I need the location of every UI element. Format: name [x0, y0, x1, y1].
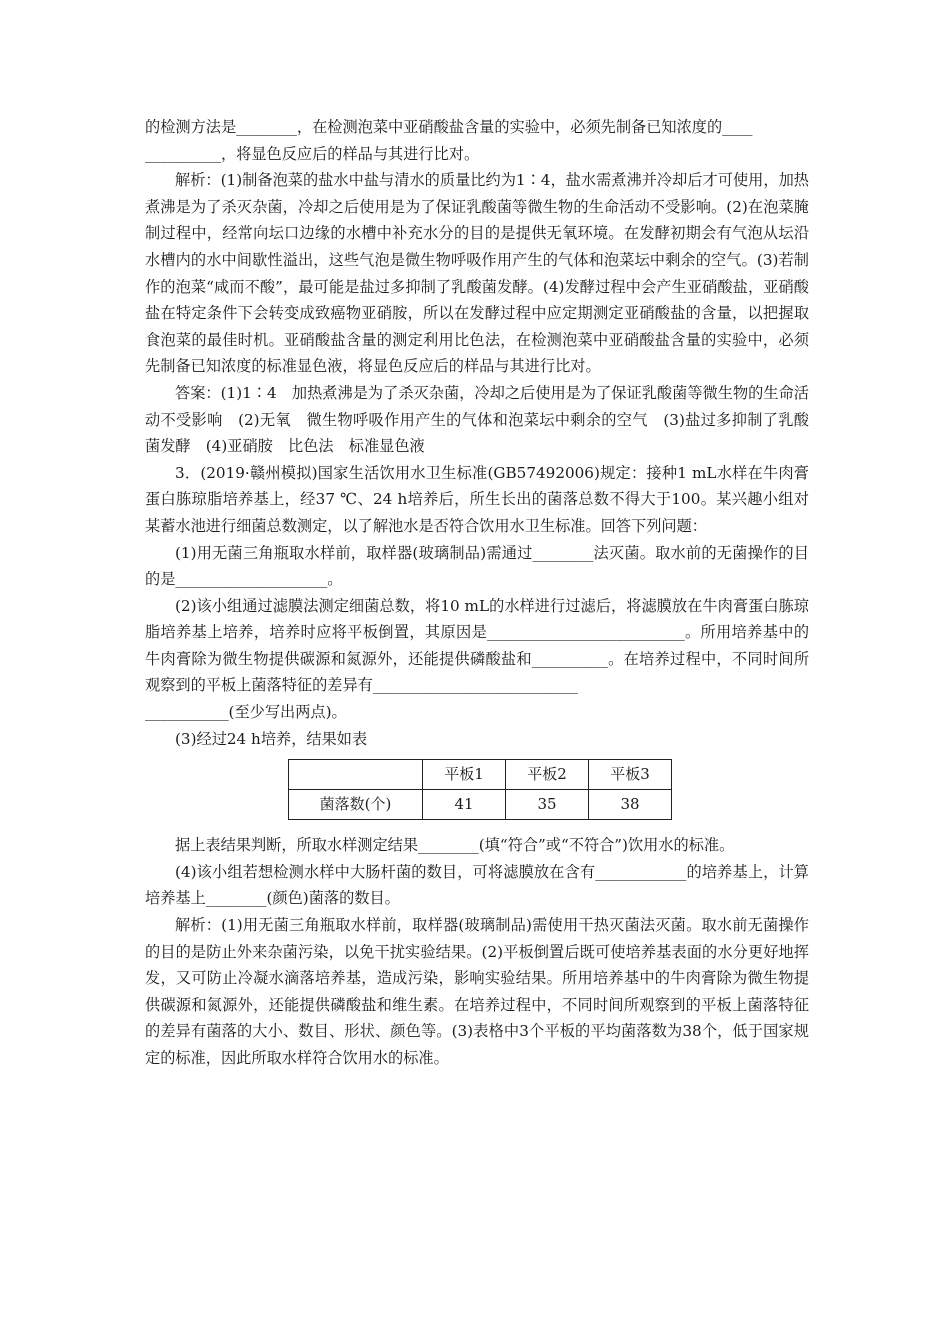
table-row-label: 菌落数(个) [289, 790, 423, 820]
question-3-stem: 3．(2019·赣州模拟)国家生活饮用水卫生标准(GB57492006)规定：接种1 mL水样在牛肉膏蛋白胨琼脂培养基上，经37 ℃、24 h培养后，所生长出的菌落总数不得大于100。某兴趣小组对某蓄水池进行细菌总数测定，以了解池水是否符合饮用水卫生标准。回答下列问题： [145, 463, 809, 535]
intro-line-2: __________，将显色反应后的样品与其进行比对。 [145, 144, 480, 163]
document-page [145, 114, 809, 1072]
analysis-paragraph-1: 解析：(1)制备泡菜的盐水中盐与清水的质量比约为1∶4，盐水需煮沸并冷却后才可使用，加热煮沸是为了杀灭杂菌，冷却之后使用是为了保证乳酸菌等微生物的生命活动不受影响。(2)在泡菜腌制过程中，经常向坛口边缘的水槽中补充水分的目的是提供无氧环境。在发酵初期会有气泡从坛沿水槽内的水中间歇性溢出，这些气泡是微生物呼吸作用产生的气体和泡菜坛中剩余的空气。(3)若制作的泡菜“咸而不酸”，最可能是盐过多抑制了乳酸菌发酵。(4)发酵过程中会产生亚硝酸盐，亚硝酸盐在特定条件下会转变成致癌物亚硝胺，所以在发酵过程中应定期测定亚硝酸盐的含量，以把握取食泡菜的最佳时机。亚硝酸盐含量的测定利用比色法，在检测泡菜中亚硝酸盐含量的实验中，必须先制备已知浓度的标准显色液，将显色反应后的样品与其进行比对。 [145, 171, 809, 376]
intro-paragraph [145, 114, 809, 167]
answer-paragraph-1: 答案：(1)1∶4 加热煮沸是为了杀灭杂菌，冷却之后使用是为了保证乳酸菌等微生物的生命活动不受影响 (2)无氧 微生物呼吸作用产生的气体和泡菜坛中剩余的空气 (3)盐过多抑制了乳酸菌发酵 (4)亚硝胺 比色法 标准显色液 [145, 383, 809, 456]
table-header-plate-2: 平板2 [506, 760, 589, 790]
question-3-sub-2-text: (2)该小组通过滤膜法测定细菌总数，将10 mL的水样进行过滤后，将滤膜放在牛肉膏蛋白胨琼脂培养基上培养，培养时应将平板倒置，其原因是__________________________。所用培养基中的牛肉膏除为微生物提供碳源和氮源外，还能提供磷酸盐和__________。在培养过程中，不同时间所观察到的平板上菌落特征的差异有___________________________ [145, 596, 809, 695]
table-cell-plate-1: 41 [423, 790, 506, 820]
table-cell-plate-3: 38 [589, 790, 672, 820]
question-3-judge: 据上表结果判断，所取水样测定结果________(填“符合”或“不符合”)饮用水的标准。 [175, 836, 735, 855]
table-header-blank [289, 760, 423, 790]
question-3-sub-2-tail: ___________(至少写出两点)。 [145, 703, 347, 722]
table-header-row [289, 760, 672, 790]
colony-count-table [288, 759, 672, 820]
table-cell-plate-2: 35 [506, 790, 589, 820]
table-row [289, 790, 672, 820]
question-3-sub-4: (4)该小组若想检测水样中大肠杆菌的数目，可将滤膜放在含有____________的培养基上，计算培养基上________(颜色)菌落的数目。 [145, 862, 809, 908]
intro-line-1: 的检测方法是________，在检测泡菜中亚硝酸盐含量的实验中，必须先制备已知浓度的____ [145, 118, 753, 136]
analysis-paragraph-3: 解析：(1)用无菌三角瓶取水样前，取样器(玻璃制品)需使用干热灭菌法灭菌。取水前无菌操作的目的是防止外来杂菌污染，以免干扰实验结果。(2)平板倒置后既可使培养基表面的水分更好地挥发，又可防止冷凝水滴落培养基，造成污染，影响实验结果。所用培养基中的牛肉膏除为微生物提供碳源和氮源外，还能提供磷酸盐和维生素。在培养过程中，不同时间所观察到的平板上菌落特征的差异有菌落的大小、数目、形状、颜色等。(3)表格中3个平板的平均菌落数为38个，低于国家规定的标准，因此所取水样符合饮用水的标准。 [145, 916, 809, 1067]
question-3-sub-1: (1)用无菌三角瓶取水样前，取样器(玻璃制品)需通过________法灭菌。取水前的无菌操作的目的是____________________。 [145, 543, 809, 589]
question-3-sub-2 [145, 593, 809, 726]
question-3-sub-3: (3)经过24 h培养，结果如表 [175, 729, 368, 748]
table-header-plate-3: 平板3 [589, 760, 672, 790]
table-header-plate-1: 平板1 [423, 760, 506, 790]
